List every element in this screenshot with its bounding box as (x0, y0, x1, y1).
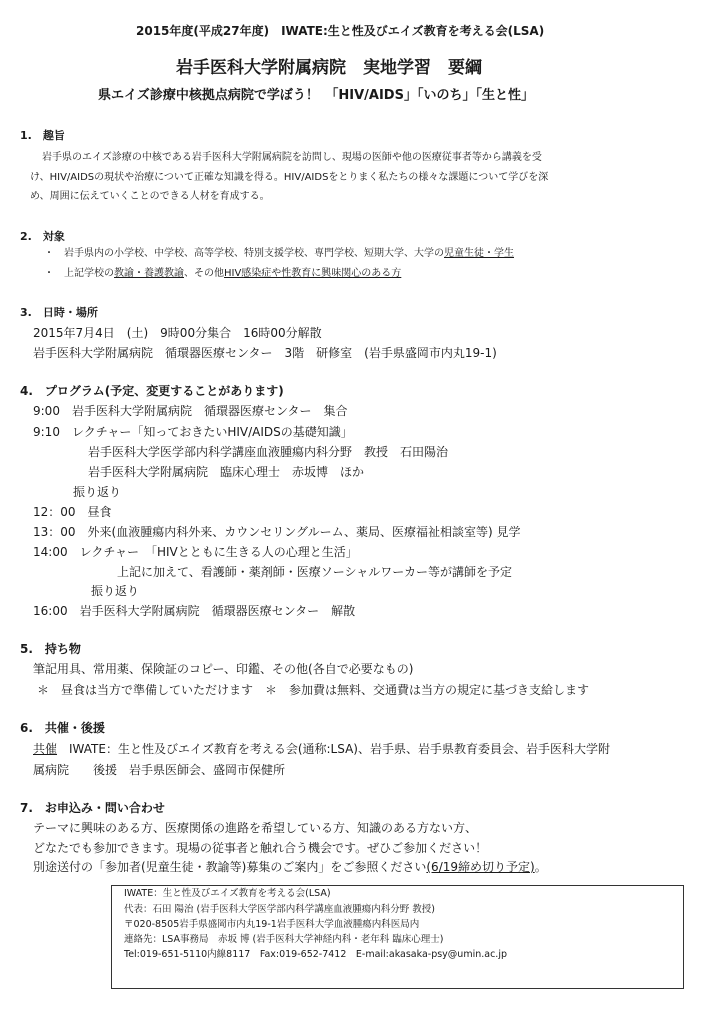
target-item-2-text: ・ 上記学校の (44, 268, 114, 279)
section-6-heading: 6. 共催・後援 (20, 721, 105, 735)
program-line: 振り返り (91, 584, 140, 598)
section-1-line: め、周囲に伝えていくことのできる人材を育成する。 (30, 191, 270, 202)
document-subtitle: 県エイズ診療中核拠点病院で学ぼう！ 「HIV/AIDS」「いのち」「生と性」 (98, 88, 534, 103)
section-1-line: け、HIV/AIDSの現状や治療について正確な知識を得る。HIV/AIDSをとりまく私たちの様々な課題について学びを深 (30, 172, 549, 183)
target-item-2-underlined-teachers: 教諭・養護教諭 (114, 268, 184, 279)
program-line: 14:00 レクチャー 「HIVとともに生きる人の心理と生活」 (33, 545, 358, 559)
program-line: 12：00 昼食 (33, 505, 112, 519)
apply-line-end: 。 (534, 860, 547, 874)
section-4-heading: 4. プログラム(予定、変更することがあります) (20, 384, 284, 398)
section-1-line: 岩手県のエイズ診療の中核である岩手医科大学附属病院を訪問し、現場の医師や他の医療従事者等から講義を受 (42, 152, 542, 163)
section-1-heading: 1. 趣旨 (20, 129, 65, 142)
program-line: 9:10 レクチャー「知っておきたいHIV/AIDSの基礎知識」 (33, 425, 353, 439)
event-place: 岩手医科大学附属病院 循環器医療センター 3階 研修室 (岩手県盛岡市内丸19-1) (33, 346, 497, 360)
target-item-2-underlined-interest: HIV感染症や性教育に興味関心のある方 (224, 268, 402, 279)
target-item-1-underlined: 児童生徒・学生 (444, 248, 514, 259)
program-line: 16:00 岩手医科大学附属病院 循環器医療センター 解散 (33, 604, 356, 618)
deadline-underlined: (6/19締め切り予定) (426, 860, 535, 874)
program-line: 9:00 岩手医科大学附属病院 循環器医療センター 集合 (33, 404, 348, 418)
cosponsor-line (33, 743, 610, 755)
target-item-2 (44, 269, 401, 279)
apply-line-deadline (33, 861, 547, 873)
apply-line: テーマに興味のある方、医療関係の進路を希望している方、知識のある方ない方、 (33, 821, 478, 835)
contact-representative: 代表：石田 陽治 (岩手医科大学医学部内科学講座血液腫瘍内科分野 教授) (124, 904, 435, 915)
apply-line: どなたでも参加できます。現場の従事者と触れ合う機会です。ぜひご参加ください！ (33, 841, 488, 855)
belongings-note: ＊ 昼食は当方で準備していただけます ＊ 参加費は無料、交通費は当方の規定に基づき支給します (37, 683, 590, 697)
target-item-1 (44, 249, 514, 259)
target-item-1-text: ・ 岩手県内の小学校、中学校、高等学校、特別支援学校、専門学校、短期大学、大学の (44, 248, 444, 259)
program-line: 上記に加えて、看護師・薬剤師・医療ソーシャルワーカー等が講師を予定 (117, 565, 513, 579)
section-5-heading: 5. 持ち物 (20, 642, 81, 656)
program-line: 13：00 外来(血液腫瘍内科外来、カウンセリングルーム、薬局、医療福祉相談室等) 見学 (33, 525, 521, 539)
section-7-heading: 7. お申込み・問い合わせ (20, 801, 165, 815)
program-line: 振り返り (73, 485, 122, 499)
program-line: 岩手医科大学医学部内科学講座血液腫瘍内科分野 教授 石田陽治 (88, 445, 449, 459)
contact-org: IWATE：生と性及びエイズ教育を考える会(LSA) (124, 888, 331, 899)
header-line: 2015年度(平成27年度) IWATE:生と性及びエイズ教育を考える会(LSA) (136, 24, 545, 38)
document-title: 岩手医科大学附属病院 実地学習 要綱 (176, 58, 482, 78)
belongings-line: 筆記用具、常用薬、保険証のコピー、印鑑、その他(各自で必要なもの) (33, 662, 414, 676)
contact-address: 〒020-8505岩手県盛岡市内丸19-1岩手医科大学血液腫瘍内科医局内 (124, 919, 420, 930)
contact-person: 連絡先：LSA事務局 赤坂 博 (岩手医科大学神経内科・老年科 臨床心理士) (124, 934, 444, 945)
target-item-2-mid: 、その他 (184, 268, 224, 279)
program-line: 岩手医科大学附属病院 臨床心理士 赤坂博 ほか (88, 465, 365, 479)
contact-box (111, 885, 684, 989)
contact-tel-email: Tel:019-651-5110内線8117 Fax:019-652-7412 E-mail:akasaka-psy@umin.ac.jp (124, 949, 507, 960)
cosponsor-text: IWATE：生と性及びエイズ教育を考える会(通称:LSA)、岩手県、岩手県教育委員会、岩手医科大学附 (57, 742, 610, 756)
section-2-heading: 2. 対象 (20, 230, 65, 243)
apply-line-text: 別途送付の「参加者(児童生徒・教諭等)募集のご案内」をご参照ください (33, 860, 427, 874)
event-date: 2015年7月4日 (土) 9時00分集合 16時00分解散 (33, 326, 322, 340)
section-3-heading: 3. 日時・場所 (20, 306, 98, 319)
cosponsor-label: 共催 (33, 742, 58, 756)
support-line: 属病院 後援 岩手県医師会、盛岡市保健所 (33, 763, 286, 777)
